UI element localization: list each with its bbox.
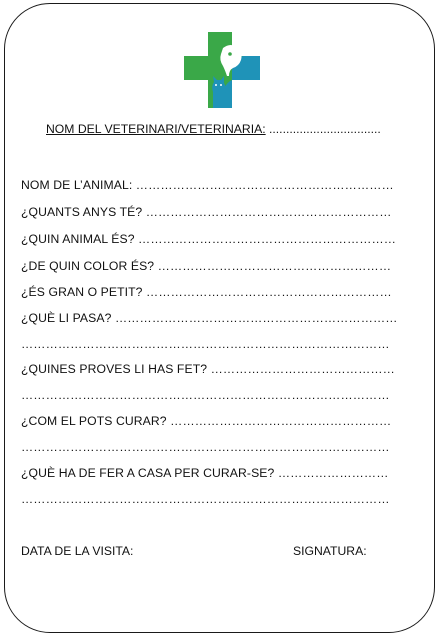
visit-date-label: DATA DE LA VISITA: [21,544,134,558]
home-care-line: ¿QUÈ HA DE FER A CASA PER CURAR-SE? ……………………… [21,466,389,480]
animal-age-line: ¿QUANTS ANYS TÉ? …………………………………………………… [21,205,392,219]
cure-continuation-line: ……………………………………………………………………………… [21,440,390,454]
veterinary-cross-logo-icon [183,30,263,110]
vet-name-dots: ................................. [265,122,381,136]
signature-label: SIGNATURA: [293,544,367,558]
tests-line: ¿QUINES PROVES LI HAS FET? ……………………………………… [21,362,395,376]
animal-name-line: NOM DE L’ANIMAL: ……………………………………………………… [21,178,394,192]
animal-color-line: ¿DE QUIN COLOR ÉS? ………………………………………………… [21,259,392,273]
problem-continuation-line: ……………………………………………………………………………… [21,337,390,351]
vet-name-label: NOM DEL VETERINARI/VETERINARIA: [46,122,266,136]
tests-continuation-line: ……………………………………………………………………………… [21,388,390,402]
home-care-continuation-line: ……………………………………………………………………………… [21,492,390,506]
problem-line: ¿QUÈ LI PASA? …………………………………………………………… [21,311,398,325]
animal-size-line: ¿ÉS GRAN O PETIT? …………………………………………………… [21,285,392,299]
animal-species-line: ¿QUIN ANIMAL ÉS? ……………………………………………………… [21,232,397,246]
cure-line: ¿COM EL POTS CURAR? ……………………………………………… [21,414,392,428]
vet-name-line [46,122,381,137]
